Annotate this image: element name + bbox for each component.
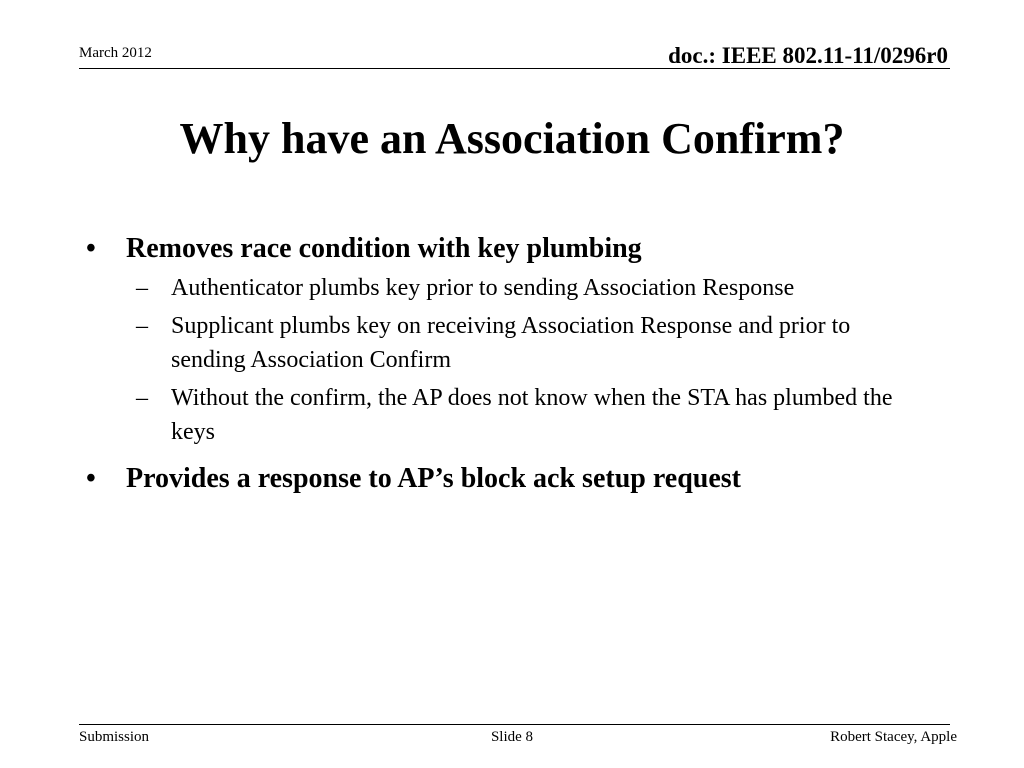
bullet-text: Provides a response to AP’s block ack setup request [126,463,741,494]
sub-bullet-text: Supplicant plumbs key on receiving Association Response and prior to sending Association Confirm [171,313,851,373]
sub-bullet-marker: – [136,385,148,411]
sub-bullet-text: Without the confirm, the AP does not know when the STA has plumbed the keys [171,385,893,445]
footer-slide-number: Slide 8 [490,729,534,745]
header-rule [79,68,950,69]
sub-bullet-item [86,271,911,305]
bullet-marker: • [86,233,96,264]
sub-bullet-marker: – [136,275,148,301]
sub-bullet-list [86,271,946,449]
bullet-item [86,461,946,497]
bullet-marker: • [86,463,96,494]
header-doc-id: doc.: IEEE 802.11-11/0296r0 [668,43,948,68]
bullet-item [86,231,946,267]
sub-bullet-item [86,309,911,377]
footer-rule [79,724,950,725]
bullet-text: Removes race condition with key plumbing [126,233,642,264]
footer-author: Robert Stacey, Apple [830,729,957,745]
sub-bullet-group [86,271,946,449]
bullet-list [86,231,946,497]
slide-title: Why have an Association Confirm? [179,114,845,163]
sub-bullet-marker: – [136,313,148,339]
header-date: March 2012 [79,45,152,61]
sub-bullet-text: Authenticator plumbs key prior to sending Association Response [171,275,795,301]
sub-bullet-item [86,381,911,449]
footer-submission: Submission [79,729,150,745]
